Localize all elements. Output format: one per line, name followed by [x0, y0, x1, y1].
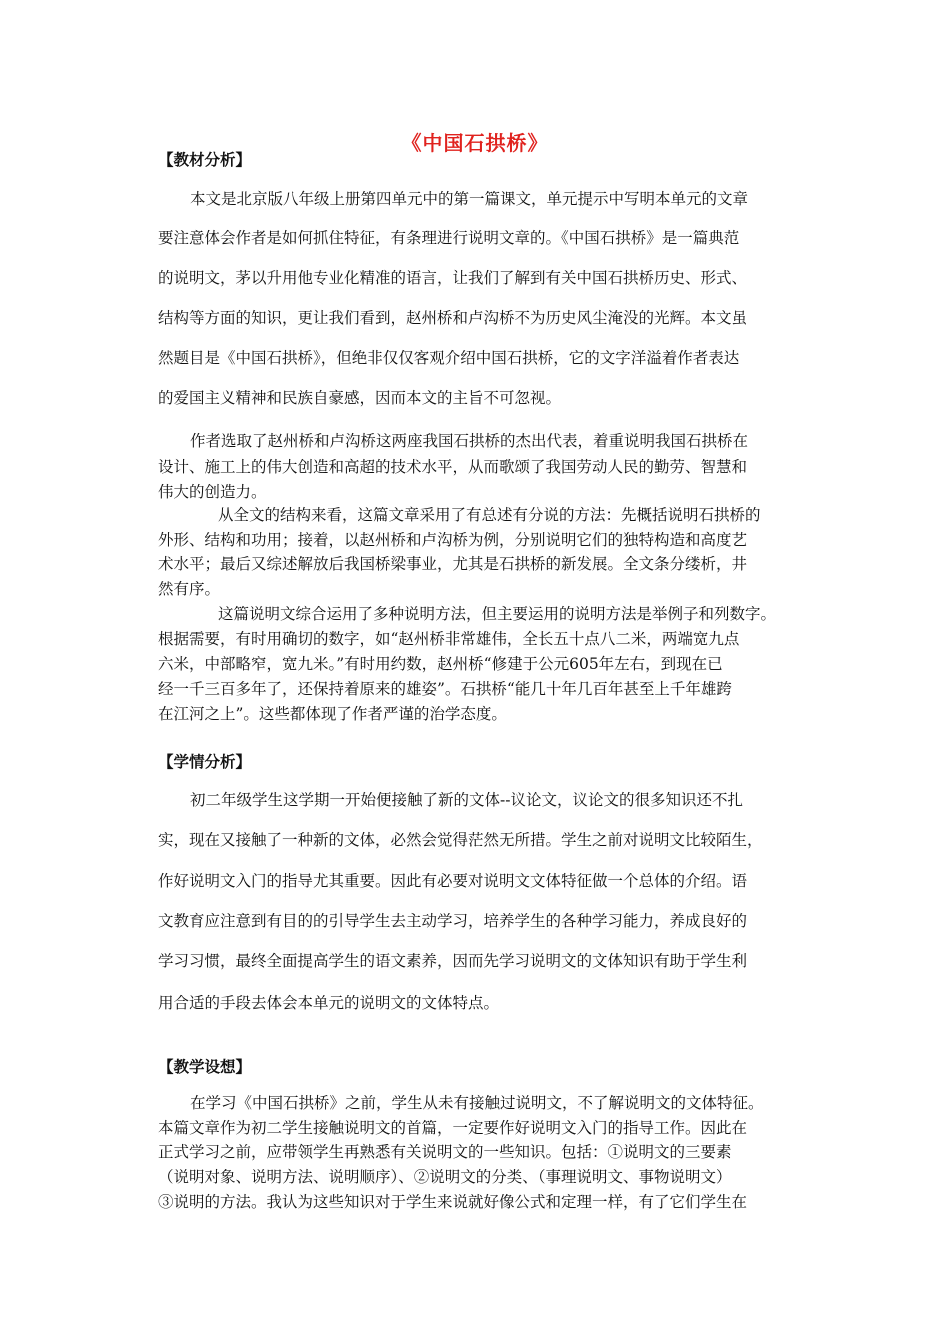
paragraph-line: 这篇说明文综合运用了多种说明方法，但主要运用的说明方法是举例子和列数字。	[218, 605, 777, 623]
paragraph-line: 要注意体会作者是如何抓住特征，有条理进行说明文章的。《中国石拱桥》是一篇典范	[158, 229, 740, 247]
paragraph-line: （说明对象、说明方法、说明顺序）、②说明文的分类、（事理说明文、事物说明文）	[158, 1168, 732, 1186]
section-heading-teaching-plan: 【教学设想】	[158, 1057, 252, 1076]
document-title: 《中国石拱桥》	[401, 131, 549, 155]
paragraph-line: 正式学习之前，应带领学生再熟悉有关说明文的一些知识。包括：①说明文的三要素	[158, 1143, 732, 1161]
paragraph-line: 从全文的结构来看，这篇文章采用了有总述有分说的方法：先概括说明石拱桥的	[218, 506, 761, 524]
paragraph-line: 在学习《中国石拱桥》之前，学生从未有接触过说明文，不了解说明文的文体特征。	[190, 1094, 764, 1112]
paragraph-line: 结构等方面的知识，更让我们看到，赵州桥和卢沟桥不为历史风尘淹没的光辉。本文虽	[158, 309, 748, 327]
paragraph-line: 伟大的创造力。	[158, 483, 267, 501]
paragraph-line: 文教育应注意到有目的的引导学生去主动学习，培养学生的各种学习能力，养成良好的	[158, 912, 748, 930]
paragraph-line: 本篇文章作为初二学生接触说明文的首篇，一定要作好说明文入门的指导工作。因此在	[158, 1119, 748, 1137]
paragraph-line: 学习习惯，最终全面提高学生的语文素养，因而先学习说明文的文体知识有助于学生利	[158, 952, 748, 970]
paragraph-line: 术水平；最后又综述解放后我国桥梁事业，尤其是石拱桥的新发展。全文条分缕析，井	[158, 555, 748, 573]
paragraph-line: 的说明文，茅以升用他专业化精准的语言，让我们了解到有关中国石拱桥历史、形式、	[158, 269, 748, 287]
paragraph-line: 初二年级学生这学期一开始便接触了新的文体--议论文，议论文的很多知识还不扎	[190, 791, 743, 809]
paragraph-line: 然题目是《中国石拱桥》，但绝非仅仅客观介绍中国石拱桥，它的文字洋溢着作者表达	[158, 349, 740, 367]
paragraph-line: 在江河之上”。这些都体现了作者严谨的治学态度。	[158, 705, 507, 723]
paragraph-line: 然有序。	[158, 580, 221, 598]
paragraph-line: 的爱国主义精神和民族自豪感，因而本文的主旨不可忽视。	[158, 389, 562, 407]
paragraph-line: 根据需要，有时用确切的数字，如“赵州桥非常雄伟，全长五十点八二米，两端宽九点	[158, 630, 740, 648]
paragraph-line: 用合适的手段去体会本单元的说明文的文体特点。	[158, 994, 500, 1012]
paragraph-line: 外形、结构和功用；接着，以赵州桥和卢沟桥为例，分别说明它们的独特构造和高度艺	[158, 531, 748, 549]
paragraph-line: 本文是北京版八年级上册第四单元中的第一篇课文，单元提示中写明本单元的文章	[190, 190, 749, 208]
paragraph-line: 实，现在又接触了一种新的文体，必然会觉得茫然无所措。学生之前对说明文比较陌生，	[158, 831, 763, 849]
paragraph-line: ③说明的方法。我认为这些知识对于学生来说就好像公式和定理一样，有了它们学生在	[158, 1193, 748, 1211]
paragraph-line: 作者选取了赵州桥和卢沟桥这两座我国石拱桥的杰出代表，着重说明我国石拱桥在	[190, 432, 749, 450]
paragraph-line: 设计、施工上的伟大创造和高超的技术水平，从而歌颂了我国劳动人民的勤劳、智慧和	[158, 458, 748, 476]
section-heading-learning-analysis: 【学情分析】	[158, 752, 252, 771]
section-heading-textbook-analysis: 【教材分析】	[158, 150, 252, 169]
paragraph-line: 作好说明文入门的指导尤其重要。因此有必要对说明文文体特征做一个总体的介绍。语	[158, 872, 748, 890]
paragraph-line: 六米，中部略窄，宽九米。”有时用约数，赵州桥“修建于公元605年左右，到现在已	[158, 655, 723, 673]
paragraph-line: 经一千三百多年了，还保持着原来的雄姿”。石拱桥“能几十年几百年甚至上千年雄跨	[158, 680, 732, 698]
